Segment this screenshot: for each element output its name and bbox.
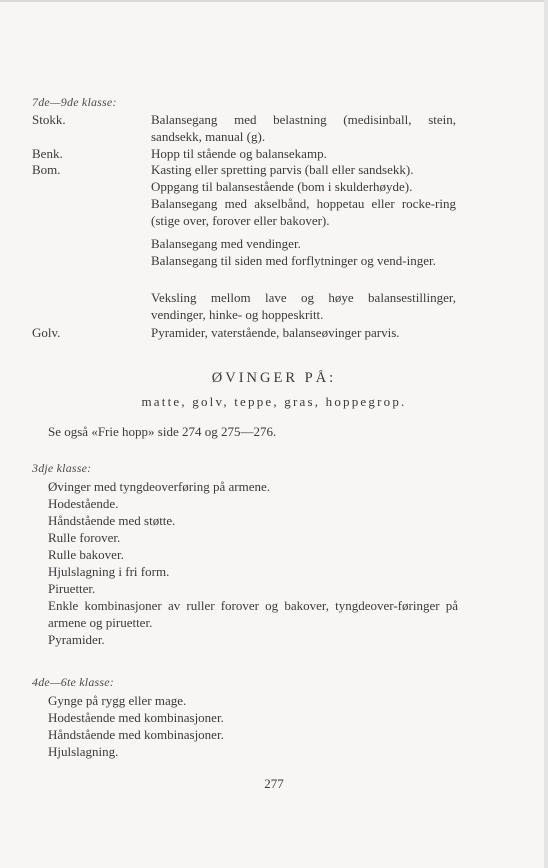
section-heading-4-6: 4de—6te klasse: [32,675,114,689]
item-veksling: Veksling mellom lave og høye balansestillinger, vendinger, hinke- og hoppeskritt. [151,290,456,322]
exercise-list-4-6 [48,692,224,760]
item-kasting: Kasting eller spretting parvis (ball eller sandsekk). [151,162,414,177]
list-item: Hodestående med kombinasjoner. [48,710,224,725]
list-item: Pyramider. [48,632,105,647]
page-number: 277 [264,776,284,791]
list-item: Hodestående. [48,496,119,511]
list-item: Øvinger med tyngdeoverføring på armene. [48,479,271,494]
list-item: Rulle forover. [48,530,121,545]
list-item: Håndstående med støtte. [48,513,176,528]
label-golv: Golv. [32,325,61,340]
list-item: Gynge på rygg eller mage. [48,693,187,708]
list-item: Piruetter. [48,581,96,596]
section-heading-3: 3dje klasse: [32,461,92,475]
list-item: Rulle bakover. [48,547,124,562]
item-hopp: Hopp til stående og balansekamp. [151,146,327,161]
item-vendinger: Balansegang med vendinger. [151,236,301,251]
item-oppgang: Oppgang til balansestående (bom i skulderhøyde). [151,179,413,194]
exercise-list-3 [48,478,458,648]
label-bom: Bom. [32,162,61,177]
item-til-siden: Balansegang til siden med forflytninger og vend-inger. [151,253,436,268]
label-stokk: Stokk. [32,112,66,127]
item-balansegang-belastning: Balansegang med belastning (medisinball, stein, sandsekk, manual (g). [151,112,456,144]
section-subtitle-surfaces: matte, golv, teppe, gras, hoppegrop. [141,394,407,409]
list-item: Håndstående med kombinasjoner. [48,727,224,742]
list-item: Enkle kombinasjoner av ruller forover og bakover, tyngdeover-føringer på armene og piruetter. [48,598,458,630]
item-akselband: Balansegang med akselbånd, hoppetau eller rocke-ring (stige over, forover eller bakover). [151,196,456,228]
list-item: Hjulslagning i fri form. [48,564,170,579]
list-item: Hjulslagning. [48,744,119,759]
section-heading-7-9: 7de—9de klasse: [32,95,117,109]
label-benk: Benk. [32,146,63,161]
section-title-ovinger: ØVINGER PÅ: [211,370,337,386]
item-pyramider-1: Pyramider, vaterstående, balanseøvinger parvis. [151,325,400,340]
see-also-note: Se også «Frie hopp» side 274 og 275—276. [48,424,277,439]
